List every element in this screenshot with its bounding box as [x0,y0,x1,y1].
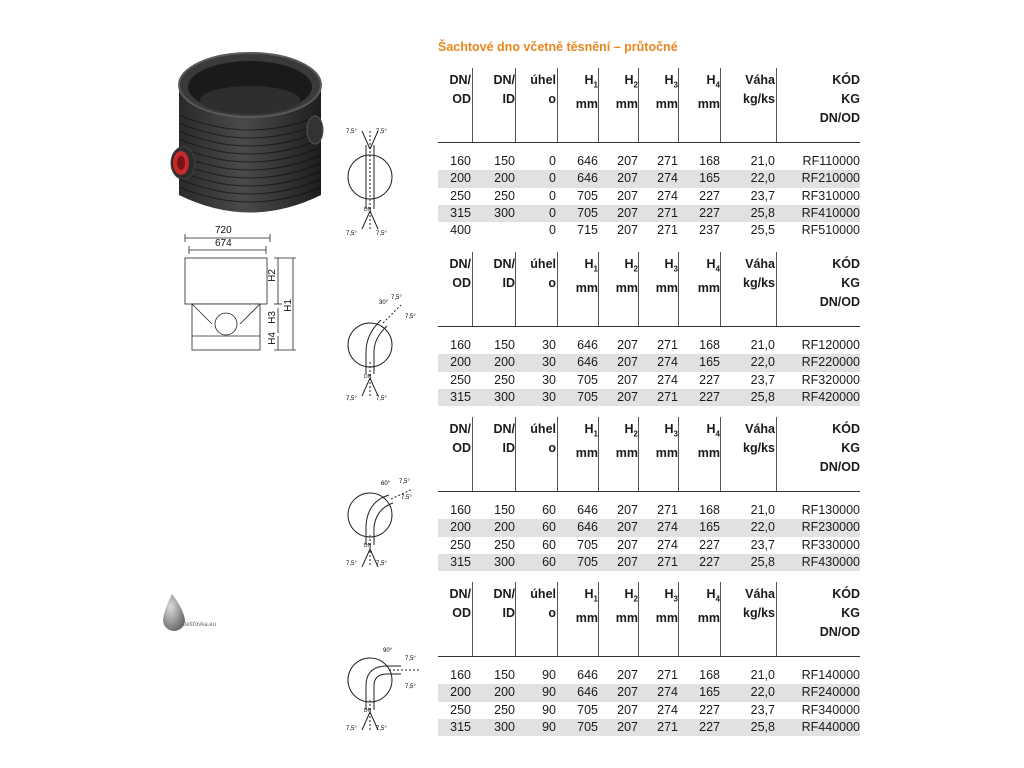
tol-label: 7,5° [391,295,402,301]
table-cell: 705 [577,389,598,404]
tol-label: 7,5° [376,726,387,732]
flow-diagram-30 [345,290,420,402]
header-h2: $H_2$ mm [615,422,638,460]
column-divider [515,68,516,142]
table-cell: 200 [494,520,515,535]
logo-text: Dešťovka.eu [182,622,216,628]
header-kod: KÓD KG DN/OD [819,257,860,309]
table-row [438,667,860,684]
table-cell: 705 [577,702,598,717]
table-cell: 207 [617,223,638,238]
table-cell: 271 [657,338,678,352]
flow-diagram-90 [345,630,425,742]
table-cell: 646 [577,503,598,517]
header-h3: $H_3$ mm [655,422,678,460]
table-cell: 705 [577,554,598,569]
table-cell: 271 [657,554,678,569]
droplet-logo [155,590,235,640]
table-cell: 300 [494,205,515,220]
table-cell: 150 [494,338,515,352]
table-cell: 705 [577,719,598,734]
header-h2: $H_2$ mm [615,73,638,111]
table-cell: 271 [657,389,678,404]
table-cell: 207 [617,154,638,168]
spec-table [438,252,860,406]
table-row [438,537,860,554]
table-cell: 22,0 [750,685,775,700]
dn-label: DN [364,374,372,380]
table-cell: 60 [542,503,556,517]
header-uhel: úhel o [530,422,556,455]
table-cell: 200 [494,685,515,700]
table-row [438,170,860,187]
header-dn_od: DN/ OD [449,587,471,620]
table-cell: 207 [617,171,638,186]
table-cell: 300 [494,389,515,404]
header-h4: $H_4$ mm [697,73,720,111]
column-divider [515,252,516,326]
table-cell: 271 [657,503,678,517]
table-cell: 250 [450,702,471,717]
table-cell: 168 [699,154,720,168]
header-dn_od: DN/ OD [449,422,471,455]
table-cell: 227 [699,537,720,552]
table-header [438,68,860,142]
table-cell: 30 [542,372,556,387]
header-vaha: Váha kg/ks [743,73,775,106]
table-row [438,502,860,519]
tol-label: 7,5° [376,396,387,402]
table-cell: RF310000 [801,188,860,203]
tol-label: 7,5° [405,314,416,320]
column-divider [598,417,599,491]
dim-674: 674 [215,238,232,249]
tol-label: 7,5° [346,231,357,237]
table-cell: RF140000 [801,668,860,682]
table-cell: RF320000 [801,372,860,387]
dim-h2: H2 [266,269,278,282]
tol-label: 7,5° [346,129,357,135]
table-cell: 207 [617,668,638,682]
table-cell: RF440000 [801,719,860,734]
header-dn_id: DN/ ID [493,73,515,106]
table-cell: 271 [657,205,678,220]
table-cell: 165 [699,520,720,535]
tol-label: 7,5° [346,726,357,732]
table-cell: 646 [577,338,598,352]
column-divider [638,582,639,656]
table-row [438,354,860,371]
technical-drawing [170,225,320,358]
column-divider [515,417,516,491]
table-cell: 200 [494,355,515,370]
table-cell: 274 [657,188,678,203]
table-cell: 30 [542,389,556,404]
table-cell: 200 [450,685,471,700]
header-h3: $H_3$ mm [655,73,678,111]
spec-table [438,68,860,239]
dn-label: DN [364,708,372,714]
tol-label: 7,5° [346,396,357,402]
table-row [438,684,860,701]
header-uhel: úhel o [530,587,556,620]
table-cell: 250 [494,702,515,717]
table-cell: 23,7 [750,537,775,552]
header-rule [438,326,860,327]
table-cell: 271 [657,154,678,168]
header-dn_id: DN/ ID [493,422,515,455]
table-cell: 160 [450,668,471,682]
header-uhel: úhel o [530,257,556,290]
table-cell: 227 [699,554,720,569]
header-kod: KÓD KG DN/OD [819,73,860,125]
table-cell: 207 [617,719,638,734]
table-cell: 274 [657,372,678,387]
table-cell: 0 [549,188,556,203]
table-cell: 165 [699,355,720,370]
table-cell: RF240000 [801,685,860,700]
table-cell: 90 [542,668,556,682]
column-divider [598,252,599,326]
column-divider [776,417,777,491]
table-cell: 227 [699,702,720,717]
header-rule [438,142,860,143]
table-cell: 250 [494,372,515,387]
table-cell: 274 [657,171,678,186]
table-cell: 250 [450,537,471,552]
header-h3: $H_3$ mm [655,257,678,295]
table-cell: 207 [617,355,638,370]
table-cell: 60 [542,554,556,569]
column-divider [557,68,558,142]
table-row [438,222,860,239]
header-kod: KÓD KG DN/OD [819,422,860,474]
table-cell: 705 [577,537,598,552]
table-cell: 271 [657,223,678,238]
table-cell: 21,0 [750,503,775,517]
table-cell: RF210000 [801,171,860,186]
header-h2: $H_2$ mm [615,257,638,295]
column-divider [598,68,599,142]
column-divider [472,417,473,491]
table-cell: 646 [577,355,598,370]
tol-label: 7,5° [405,656,416,662]
table-cell: 646 [577,668,598,682]
column-divider [638,68,639,142]
table-cell: 705 [577,188,598,203]
table-cell: 207 [617,537,638,552]
table-cell: 150 [494,668,515,682]
table-cell: 207 [617,188,638,203]
column-divider [472,252,473,326]
table-cell: 90 [542,685,556,700]
table-cell: 200 [450,171,471,186]
column-divider [776,582,777,656]
table-cell: RF230000 [801,520,860,535]
tol-label: 7,5° [376,231,387,237]
table-cell: 23,7 [750,188,775,203]
table-cell: 274 [657,702,678,717]
header-rule [438,656,860,657]
header-dn_od: DN/ OD [449,257,471,290]
table-cell: RF130000 [801,503,860,517]
table-cell: 271 [657,719,678,734]
table-cell: 207 [617,372,638,387]
table-cell: 25,8 [750,719,775,734]
table-cell: 150 [494,154,515,168]
table-cell: RF330000 [801,537,860,552]
table-cell: 160 [450,503,471,517]
table-cell: 21,0 [750,154,775,168]
table-cell: 227 [699,719,720,734]
spec-table [438,582,860,736]
table-cell: 0 [549,154,556,168]
table-cell: 274 [657,537,678,552]
table-cell: RF410000 [801,205,860,220]
table-cell: 90 [542,702,556,717]
table-cell: 207 [617,554,638,569]
tol-label: 7,5° [405,684,416,690]
table-cell: 207 [617,503,638,517]
table-cell: 168 [699,668,720,682]
table-cell: 250 [494,188,515,203]
table-cell: 25,8 [750,205,775,220]
table-cell: 200 [494,171,515,186]
column-divider [557,252,558,326]
table-cell: 274 [657,685,678,700]
dim-720: 720 [215,225,232,236]
table-cell: 168 [699,503,720,517]
table-cell: 227 [699,188,720,203]
column-divider [557,417,558,491]
tol-label: 7,5° [401,495,412,501]
table-cell: RF510000 [801,223,860,238]
header-vaha: Váha kg/ks [743,587,775,620]
tol-label: 7,5° [346,561,357,567]
table-cell: 23,7 [750,702,775,717]
column-divider [776,68,777,142]
header-vaha: Váha kg/ks [743,257,775,290]
header-dn_id: DN/ ID [493,257,515,290]
table-cell: 165 [699,685,720,700]
column-divider [678,417,679,491]
tol-label: 7,5° [376,561,387,567]
table-cell: 22,0 [750,520,775,535]
table-cell: RF430000 [801,554,860,569]
header-h4: $H_4$ mm [697,587,720,625]
table-row [438,188,860,205]
table-cell: 250 [450,188,471,203]
table-cell: 227 [699,372,720,387]
angle-30-label: 30° [379,300,389,306]
table-cell: RF420000 [801,389,860,404]
table-cell: 207 [617,205,638,220]
column-divider [557,582,558,656]
tol-label: 7,5° [399,479,410,485]
column-divider [720,417,721,491]
header-h4: $H_4$ mm [697,422,720,460]
table-cell: 60 [542,520,556,535]
table-cell: 207 [617,520,638,535]
dn-label: DN [364,543,372,549]
table-row [438,205,860,222]
table-cell: 400 [450,223,471,238]
table-cell: 165 [699,171,720,186]
table-cell: 150 [494,503,515,517]
table-row [438,554,860,571]
table-cell: 646 [577,520,598,535]
header-h3: $H_3$ mm [655,587,678,625]
dim-h4: H4 [266,332,278,345]
column-divider [776,252,777,326]
flow-diagram-60 [345,465,420,577]
table-cell: 315 [450,719,471,734]
spec-table [438,417,860,571]
table-cell: 90 [542,719,556,734]
table-cell: 200 [450,520,471,535]
table-header [438,417,860,491]
table-cell: 274 [657,520,678,535]
table-cell: 646 [577,154,598,168]
table-cell: 60 [542,537,556,552]
table-cell: 646 [577,685,598,700]
column-divider [472,582,473,656]
table-cell: 25,8 [750,554,775,569]
column-divider [720,252,721,326]
table-row [438,337,860,354]
table-cell: 25,5 [750,223,775,238]
table-cell: 21,0 [750,668,775,682]
table-row [438,719,860,736]
column-divider [720,68,721,142]
table-cell: 25,8 [750,389,775,404]
column-divider [720,582,721,656]
table-cell: 160 [450,338,471,352]
table-cell: 207 [617,389,638,404]
header-h2: $H_2$ mm [615,587,638,625]
table-cell: 227 [699,389,720,404]
table-cell: 646 [577,171,598,186]
table-cell: 271 [657,668,678,682]
header-dn_id: DN/ ID [493,587,515,620]
header-uhel: úhel o [530,73,556,106]
table-row [438,153,860,170]
header-kod: KÓD KG DN/OD [819,587,860,639]
table-cell: 23,7 [750,372,775,387]
table-cell: 237 [699,223,720,238]
table-cell: 250 [450,372,471,387]
header-h4: $H_4$ mm [697,257,720,295]
table-header [438,252,860,326]
product-photo [165,45,340,225]
column-divider [678,252,679,326]
table-row [438,372,860,389]
table-cell: 250 [494,537,515,552]
column-divider [678,582,679,656]
flow-diagram-0 [345,125,395,237]
dim-h1: H1 [282,299,294,312]
table-row [438,389,860,406]
dim-h3: H3 [266,311,278,324]
table-cell: 0 [549,205,556,220]
column-divider [515,582,516,656]
dn-label: DN [364,207,372,213]
table-cell: RF120000 [801,338,860,352]
table-cell: 22,0 [750,171,775,186]
table-cell: 274 [657,355,678,370]
table-cell: RF220000 [801,355,860,370]
table-cell: 315 [450,554,471,569]
angle-60-label: 60° [381,481,391,487]
table-cell: 315 [450,205,471,220]
table-cell: 207 [617,685,638,700]
table-cell: 715 [577,223,598,238]
table-cell: 200 [450,355,471,370]
table-cell: 705 [577,372,598,387]
table-cell: 168 [699,338,720,352]
table-cell: 0 [549,171,556,186]
table-row [438,702,860,719]
table-cell: 315 [450,389,471,404]
angle-90-label: 90° [383,648,393,654]
table-cell: 207 [617,702,638,717]
table-cell: 30 [542,338,556,352]
header-dn_od: DN/ OD [449,73,471,106]
table-cell: 227 [699,205,720,220]
table-cell: 300 [494,554,515,569]
table-cell: RF340000 [801,702,860,717]
page-title: Šachtové dno včetně těsnění – průtočné [438,40,678,54]
table-cell: 300 [494,719,515,734]
header-h1: $H_1$ mm [575,587,598,625]
table-cell: 22,0 [750,355,775,370]
column-divider [472,68,473,142]
header-vaha: Váha kg/ks [743,422,775,455]
column-divider [678,68,679,142]
column-divider [638,252,639,326]
header-h1: $H_1$ mm [575,257,598,295]
column-divider [638,417,639,491]
tol-label: 7,5° [376,129,387,135]
column-divider [598,582,599,656]
table-cell: 30 [542,355,556,370]
table-cell: 207 [617,338,638,352]
table-cell: 21,0 [750,338,775,352]
header-rule [438,491,860,492]
table-header [438,582,860,656]
table-cell: 160 [450,154,471,168]
header-h1: $H_1$ mm [575,422,598,460]
table-cell: 0 [549,223,556,238]
table-row [438,519,860,536]
header-h1: $H_1$ mm [575,73,598,111]
table-cell: 705 [577,205,598,220]
table-cell: RF110000 [802,154,860,168]
